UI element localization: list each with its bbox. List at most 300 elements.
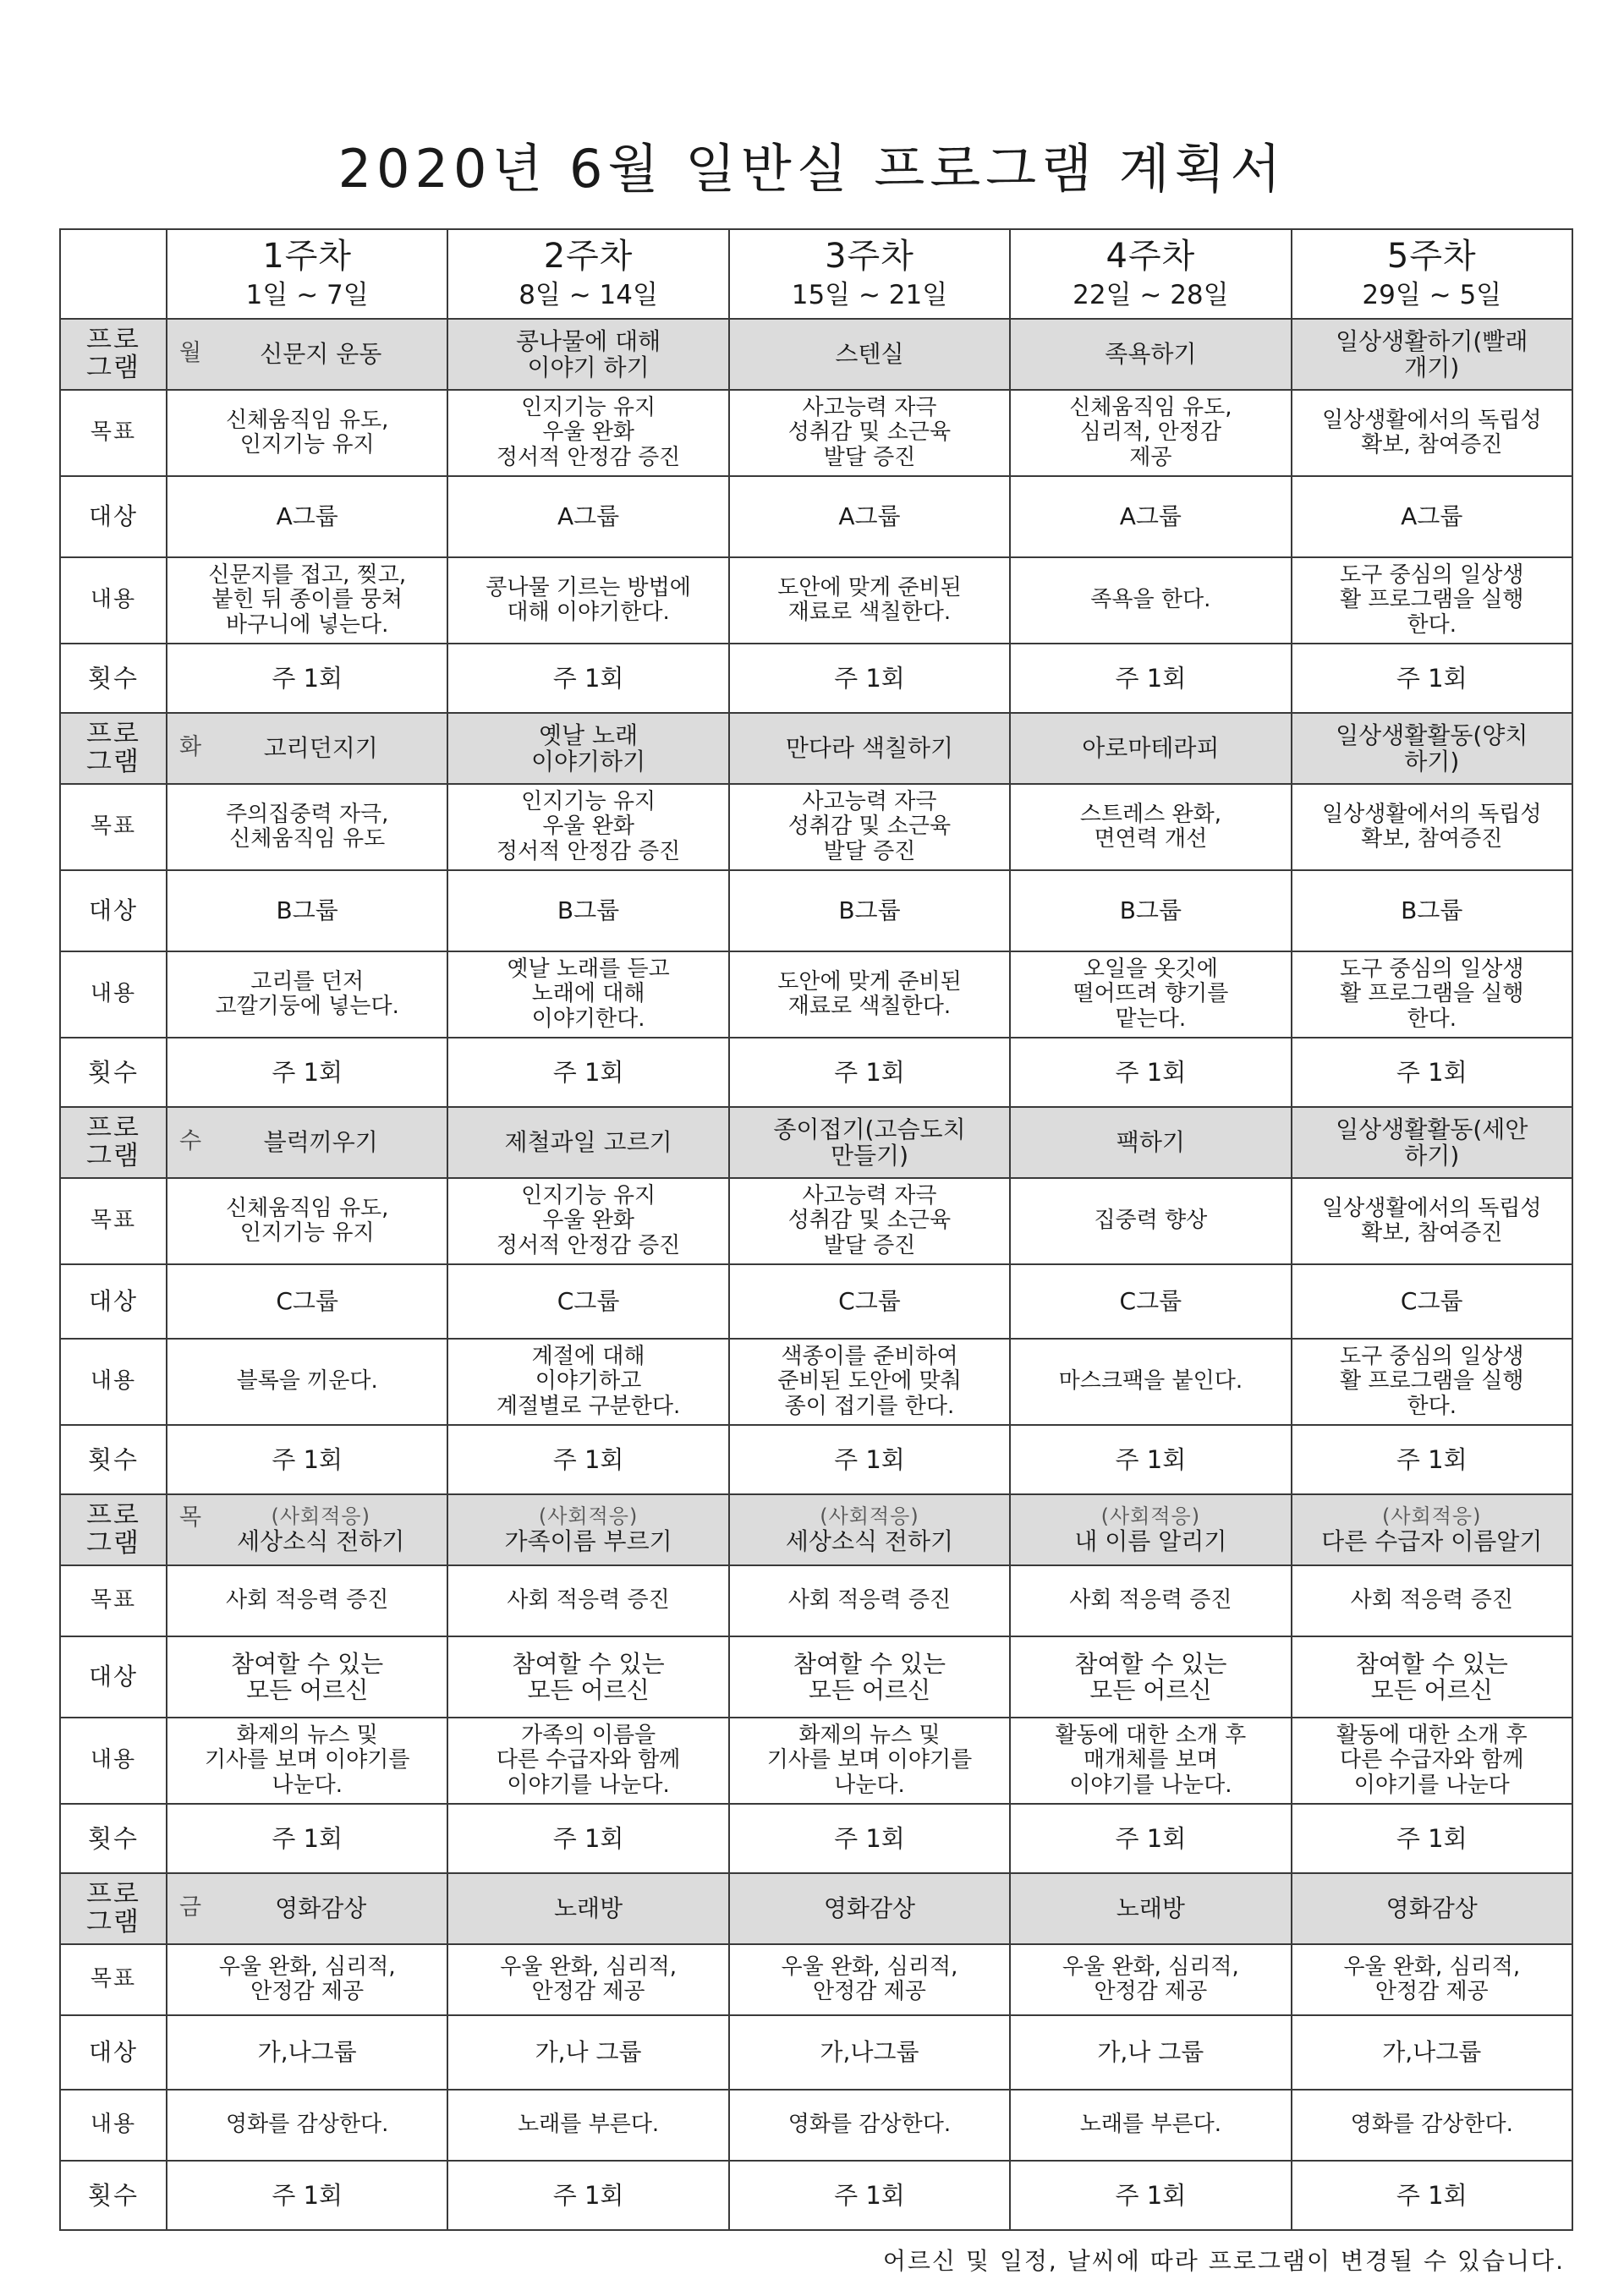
frequency-cell xyxy=(1010,1038,1291,1107)
goal-cell xyxy=(729,1944,1010,2015)
frequency-text: 주 1회 xyxy=(834,1057,905,1087)
program-text: 팩하기 xyxy=(1116,1128,1185,1157)
goal-text: 우울 완화, 심리적, 안정감 제공 xyxy=(218,1954,396,2004)
goal-cell xyxy=(1292,1944,1572,2015)
target-text: C그룹 xyxy=(1400,1287,1463,1316)
goal-text: 사고능력 자극 성취감 및 소근육 발달 증진 xyxy=(787,1183,952,1258)
target-cell xyxy=(447,870,728,951)
content-cell xyxy=(1010,2090,1291,2161)
content-text: 도안에 맞게 준비된 재료로 색칠한다. xyxy=(777,968,962,1019)
row-label-program: 프로 그램 xyxy=(60,319,167,390)
row-label-program: 프로 그램 xyxy=(60,1873,167,1944)
week-name: 1주차 xyxy=(262,237,353,277)
program-text: 스텐실 xyxy=(835,340,904,369)
goal-cell xyxy=(1292,1565,1572,1636)
program-plan-body xyxy=(60,319,1572,2230)
goal-text: 사회 적응력 증진 xyxy=(1350,1587,1513,1614)
content-cell xyxy=(447,2090,728,2161)
program-text: 옛날 노래 이야기하기 xyxy=(530,721,646,775)
target-cell xyxy=(447,1636,728,1718)
frequency-row xyxy=(60,2161,1572,2230)
frequency-text: 주 1회 xyxy=(552,1823,624,1853)
program-text: 족욕하기 xyxy=(1105,340,1197,369)
row-label-content: 내용 xyxy=(60,2090,167,2161)
goal-cell xyxy=(447,1944,728,2015)
goal-cell xyxy=(447,390,728,476)
content-text: 화제의 뉴스 및 기사를 보며 이야기를 나눈다. xyxy=(766,1723,973,1798)
frequency-cell xyxy=(447,2161,728,2230)
target-cell xyxy=(1010,2015,1291,2090)
program-row xyxy=(60,1873,1572,1944)
program-row xyxy=(60,713,1572,784)
frequency-text: 주 1회 xyxy=(1115,1057,1187,1087)
row-label-frequency: 횟수 xyxy=(60,2161,167,2230)
target-row xyxy=(60,2015,1572,2090)
target-text: C그룹 xyxy=(1119,1287,1182,1316)
frequency-cell xyxy=(1292,644,1572,713)
frequency-text: 주 1회 xyxy=(1396,1823,1468,1853)
category-tag: (사회적응) xyxy=(271,1504,370,1528)
target-cell xyxy=(729,476,1010,557)
program-cell xyxy=(1010,1107,1291,1178)
content-text: 신문지를 접고, 찢고, 붙힌 뒤 종이를 뭉쳐 바구니에 넣는다. xyxy=(208,562,407,638)
content-cell xyxy=(1292,1339,1572,1425)
content-row xyxy=(60,2090,1572,2161)
program-cell xyxy=(167,713,447,784)
content-text: 색종이를 준비하여 준비된 도안에 맞춰 종이 접기를 한다. xyxy=(777,1344,962,1419)
target-cell xyxy=(167,476,447,557)
program-text: 아로마테라피 xyxy=(1082,734,1220,763)
frequency-cell xyxy=(1010,1804,1291,1873)
goal-cell xyxy=(1010,784,1291,870)
week-header xyxy=(1292,229,1572,319)
goal-cell xyxy=(167,390,447,476)
target-text: 참여할 수 있는 모든 어르신 xyxy=(231,1649,384,1704)
content-cell xyxy=(447,1718,728,1804)
program-text: 영화감상 xyxy=(823,1894,916,1923)
row-label-frequency: 횟수 xyxy=(60,1804,167,1873)
frequency-text: 주 1회 xyxy=(272,1444,343,1474)
program-text: 노래방 xyxy=(1116,1894,1185,1923)
target-text: A그룹 xyxy=(838,502,901,531)
target-cell xyxy=(167,2015,447,2090)
target-text: 가,나 그룹 xyxy=(1097,2038,1204,2067)
program-cell xyxy=(167,1873,447,1944)
category-tag: (사회적응) xyxy=(538,1504,639,1528)
content-text: 가족의 이름을 다른 수급자와 함께 이야기를 나눈다. xyxy=(496,1723,681,1798)
row-label-goal: 목표 xyxy=(60,1178,167,1264)
target-text: A그룹 xyxy=(1119,502,1182,531)
goal-text: 인지기능 유지 우울 완화 정서적 안정감 증진 xyxy=(496,395,681,470)
row-label-goal: 목표 xyxy=(60,390,167,476)
frequency-text: 주 1회 xyxy=(552,663,624,693)
goal-text: 인지기능 유지 우울 완화 정서적 안정감 증진 xyxy=(496,789,681,864)
frequency-text: 주 1회 xyxy=(1115,2180,1187,2210)
content-cell xyxy=(729,557,1010,644)
program-text: 노래방 xyxy=(554,1894,623,1923)
row-label-program: 프로 그램 xyxy=(60,713,167,784)
frequency-text: 주 1회 xyxy=(1396,1444,1468,1474)
goal-cell xyxy=(1010,390,1291,476)
goal-text: 사회 적응력 증진 xyxy=(787,1587,952,1614)
goal-cell xyxy=(447,784,728,870)
target-row xyxy=(60,476,1572,557)
target-text: C그룹 xyxy=(838,1287,901,1316)
program-cell xyxy=(1292,1107,1572,1178)
content-cell xyxy=(1010,1718,1291,1804)
program-cell xyxy=(1010,1494,1291,1565)
weekday-label: 월 xyxy=(179,340,202,367)
weekday-label: 화 xyxy=(179,734,202,761)
week-name: 3주차 xyxy=(825,237,914,277)
goal-cell xyxy=(167,1565,447,1636)
target-text: 가,나그룹 xyxy=(820,2038,919,2067)
target-cell xyxy=(167,1264,447,1339)
row-label-program: 프로 그램 xyxy=(60,1494,167,1565)
frequency-row xyxy=(60,1425,1572,1494)
program-plan-table xyxy=(59,228,1573,2231)
goal-text: 신체움직임 유도, 인지기능 유지 xyxy=(226,407,389,458)
target-text: C그룹 xyxy=(276,1287,339,1316)
target-cell xyxy=(1010,1264,1291,1339)
frequency-text: 주 1회 xyxy=(1396,1057,1468,1087)
goal-text: 우울 완화, 심리적, 안정감 제공 xyxy=(781,1954,958,2004)
frequency-cell xyxy=(1010,1425,1291,1494)
row-label-content: 내용 xyxy=(60,557,167,644)
frequency-row xyxy=(60,1804,1572,1873)
goal-cell xyxy=(167,784,447,870)
program-text: 고리던지기 xyxy=(263,734,378,763)
content-text: 마스크팩을 붙인다. xyxy=(1058,1368,1243,1395)
target-cell xyxy=(1292,1636,1572,1718)
content-text: 고리를 던저 고깔기둥에 넣는다. xyxy=(215,968,399,1019)
row-label-target: 대상 xyxy=(60,870,167,951)
content-cell xyxy=(167,2090,447,2161)
program-cell xyxy=(1292,1873,1572,1944)
frequency-text: 주 1회 xyxy=(552,1057,624,1087)
program-cell xyxy=(1010,319,1291,390)
goal-text: 사회 적응력 증진 xyxy=(1069,1587,1232,1614)
frequency-text: 주 1회 xyxy=(272,2180,343,2210)
content-cell xyxy=(1292,1718,1572,1804)
row-label-frequency: 횟수 xyxy=(60,1425,167,1494)
target-cell xyxy=(729,1636,1010,1718)
content-text: 영화를 감상한다. xyxy=(1350,2112,1513,2138)
target-row xyxy=(60,870,1572,951)
week-range: 15일 ~ 21일 xyxy=(791,280,948,311)
content-text: 도구 중심의 일상생 활 프로그램을 실행 한다. xyxy=(1340,956,1524,1032)
program-text: 영화감상 xyxy=(275,1894,367,1923)
frequency-text: 주 1회 xyxy=(834,2180,905,2210)
target-cell xyxy=(447,2015,728,2090)
program-cell xyxy=(729,1873,1010,1944)
row-label-content: 내용 xyxy=(60,1339,167,1425)
program-text: 일상생활활동(양치 하기) xyxy=(1336,721,1528,775)
frequency-cell xyxy=(447,1425,728,1494)
content-cell xyxy=(1292,951,1572,1038)
goal-cell xyxy=(1010,1565,1291,1636)
content-text: 계절에 대해 이야기하고 계절별로 구분한다. xyxy=(496,1344,681,1419)
frequency-text: 주 1회 xyxy=(552,1444,624,1474)
target-cell xyxy=(729,870,1010,951)
content-text: 활동에 대한 소개 후 매개체를 보며 이야기를 나눈다. xyxy=(1055,1723,1247,1798)
content-text: 오일을 옷깃에 떨어뜨려 향기를 맡는다. xyxy=(1073,956,1229,1032)
program-text: 가족이름 부르기 xyxy=(504,1526,672,1555)
target-text: B그룹 xyxy=(1401,896,1463,925)
program-cell xyxy=(447,319,728,390)
category-tag: (사회적응) xyxy=(1100,1504,1201,1528)
content-cell xyxy=(729,951,1010,1038)
target-text: A그룹 xyxy=(1401,502,1463,531)
frequency-cell xyxy=(1292,2161,1572,2230)
program-cell xyxy=(1010,713,1291,784)
goal-row xyxy=(60,390,1572,476)
content-text: 활동에 대한 소개 후 다른 수급자와 함께 이야기를 나눈다 xyxy=(1336,1723,1528,1798)
content-row xyxy=(60,557,1572,644)
content-cell xyxy=(167,1718,447,1804)
row-label-goal: 목표 xyxy=(60,784,167,870)
frequency-text: 주 1회 xyxy=(1396,2180,1468,2210)
row-label-frequency: 횟수 xyxy=(60,644,167,713)
frequency-cell xyxy=(729,644,1010,713)
target-cell xyxy=(1292,870,1572,951)
week-range: 29일 ~ 5일 xyxy=(1362,280,1502,311)
target-text: 참여할 수 있는 모든 어르신 xyxy=(1355,1649,1508,1704)
page-title: 2020년 6월 일반실 프로그램 계획서 xyxy=(337,138,1287,200)
goal-cell xyxy=(447,1565,728,1636)
program-text: 종이접기(고슴도치 만들기) xyxy=(773,1115,966,1170)
goal-text: 인지기능 유지 우울 완화 정서적 안정감 증진 xyxy=(496,1183,681,1258)
frequency-cell xyxy=(1010,2161,1291,2230)
program-cell xyxy=(729,1107,1010,1178)
week-header xyxy=(447,229,728,319)
category-tag: (사회적응) xyxy=(1382,1504,1482,1528)
goal-text: 사고능력 자극 성취감 및 소근육 발달 증진 xyxy=(787,395,952,470)
frequency-cell xyxy=(167,1038,447,1107)
content-cell xyxy=(1292,557,1572,644)
target-text: 참여할 수 있는 모든 어르신 xyxy=(512,1649,665,1704)
frequency-text: 주 1회 xyxy=(1115,1444,1187,1474)
goal-text: 우울 완화, 심리적, 안정감 제공 xyxy=(1062,1954,1239,2004)
frequency-text: 주 1회 xyxy=(552,2180,624,2210)
content-cell xyxy=(447,951,728,1038)
target-text: 가,나그룹 xyxy=(257,2038,357,2067)
target-cell xyxy=(1010,476,1291,557)
frequency-cell xyxy=(167,1425,447,1494)
program-text: 신문지 운동 xyxy=(260,340,382,369)
target-text: 참여할 수 있는 모든 어르신 xyxy=(1074,1649,1227,1704)
category-tag: (사회적응) xyxy=(820,1504,919,1528)
content-text: 콩나물 기르는 방법에 대해 이야기한다. xyxy=(486,574,691,625)
frequency-cell xyxy=(1010,644,1291,713)
week-name: 5주차 xyxy=(1386,237,1477,277)
goal-cell xyxy=(167,1178,447,1264)
target-row xyxy=(60,1264,1572,1339)
goal-cell xyxy=(729,1565,1010,1636)
goal-text: 일상생활에서의 독립성 확보, 참여증진 xyxy=(1322,407,1542,458)
frequency-text: 주 1회 xyxy=(834,1444,905,1474)
goal-text: 일상생활에서의 독립성 확보, 참여증진 xyxy=(1322,1195,1542,1246)
frequency-cell xyxy=(1292,1038,1572,1107)
target-cell xyxy=(1010,870,1291,951)
program-row xyxy=(60,1494,1572,1565)
frequency-text: 주 1회 xyxy=(1115,663,1187,693)
weekday-label: 목 xyxy=(179,1504,202,1531)
goal-text: 일상생활에서의 독립성 확보, 참여증진 xyxy=(1322,801,1542,852)
goal-row xyxy=(60,784,1572,870)
content-text: 도안에 맞게 준비된 재료로 색칠한다. xyxy=(777,574,962,625)
goal-text: 사회 적응력 증진 xyxy=(507,1587,670,1614)
content-text: 블록을 끼운다. xyxy=(236,1368,378,1395)
frequency-cell xyxy=(447,644,728,713)
content-row xyxy=(60,1339,1572,1425)
program-text: 세상소식 전하기 xyxy=(785,1526,954,1555)
frequency-cell xyxy=(729,1804,1010,1873)
row-label-frequency: 횟수 xyxy=(60,1038,167,1107)
target-cell xyxy=(1292,476,1572,557)
program-cell xyxy=(447,1494,728,1565)
content-text: 노래를 부른다. xyxy=(517,2112,660,2138)
program-cell xyxy=(447,1873,728,1944)
frequency-cell xyxy=(1292,1804,1572,1873)
frequency-cell xyxy=(167,1804,447,1873)
content-cell xyxy=(1292,2090,1572,2161)
content-row xyxy=(60,1718,1572,1804)
goal-cell xyxy=(167,1944,447,2015)
row-label-goal: 목표 xyxy=(60,1565,167,1636)
goal-text: 주의집중력 자극, 신체움직임 유도 xyxy=(226,801,389,852)
program-text: 제철과일 고르기 xyxy=(504,1128,672,1157)
content-cell xyxy=(447,1339,728,1425)
program-cell xyxy=(167,319,447,390)
frequency-cell xyxy=(167,2161,447,2230)
frequency-text: 주 1회 xyxy=(1115,1823,1187,1853)
content-text: 족욕을 한다. xyxy=(1090,587,1211,613)
row-label-goal: 목표 xyxy=(60,1944,167,2015)
content-cell xyxy=(729,1718,1010,1804)
target-text: B그룹 xyxy=(557,896,620,925)
frequency-cell xyxy=(167,644,447,713)
frequency-text: 주 1회 xyxy=(272,1823,343,1853)
program-text: 블럭끼우기 xyxy=(263,1128,378,1157)
frequency-text: 주 1회 xyxy=(272,663,343,693)
program-cell xyxy=(167,1494,447,1565)
content-cell xyxy=(1010,1339,1291,1425)
program-text: 일상생활하기(빨래 개기) xyxy=(1336,326,1528,381)
target-text: 가,나그룹 xyxy=(1382,2038,1482,2067)
row-label-target: 대상 xyxy=(60,1636,167,1718)
frequency-cell xyxy=(729,1038,1010,1107)
goal-text: 사회 적응력 증진 xyxy=(226,1587,389,1614)
content-text: 옛날 노래를 듣고 노래에 대해 이야기한다. xyxy=(507,956,670,1032)
schedule-footnote: 어르신 및 일정, 날씨에 따라 프로그램이 변경될 수 있습니다. xyxy=(882,2247,1565,2275)
target-cell xyxy=(729,1264,1010,1339)
target-cell xyxy=(729,2015,1010,2090)
goal-cell xyxy=(729,1178,1010,1264)
program-text: 내 이름 알리기 xyxy=(1074,1526,1227,1555)
week-header xyxy=(1010,229,1291,319)
weekday-label: 금 xyxy=(179,1894,202,1921)
corner-cell xyxy=(60,229,167,319)
target-row xyxy=(60,1636,1572,1718)
goal-cell xyxy=(1010,1944,1291,2015)
row-label-content: 내용 xyxy=(60,1718,167,1804)
target-text: B그룹 xyxy=(276,896,338,925)
week-header xyxy=(729,229,1010,319)
goal-cell xyxy=(1292,784,1572,870)
goal-text: 신체움직임 유도, 인지기능 유지 xyxy=(226,1195,389,1246)
row-label-content: 내용 xyxy=(60,951,167,1038)
content-row xyxy=(60,951,1572,1038)
frequency-text: 주 1회 xyxy=(1396,663,1468,693)
program-text: 콩나물에 대해 이야기 하기 xyxy=(515,326,661,381)
week-range: 8일 ~ 14일 xyxy=(518,280,658,311)
target-text: 가,나 그룹 xyxy=(535,2038,642,2067)
program-row xyxy=(60,319,1572,390)
program-cell xyxy=(1292,1494,1572,1565)
goal-text: 우울 완화, 심리적, 안정감 제공 xyxy=(500,1954,678,2004)
goal-cell xyxy=(1292,1178,1572,1264)
week-header xyxy=(167,229,447,319)
program-cell xyxy=(729,319,1010,390)
goal-text: 집중력 향상 xyxy=(1094,1208,1208,1234)
goal-cell xyxy=(447,1178,728,1264)
program-cell xyxy=(729,713,1010,784)
frequency-row xyxy=(60,644,1572,713)
content-cell xyxy=(729,2090,1010,2161)
content-text: 도구 중심의 일상생 활 프로그램을 실행 한다. xyxy=(1340,562,1524,638)
program-cell xyxy=(1010,1873,1291,1944)
program-cell xyxy=(729,1494,1010,1565)
target-cell xyxy=(1292,2015,1572,2090)
content-cell xyxy=(729,1339,1010,1425)
target-cell xyxy=(1010,1636,1291,1718)
content-cell xyxy=(167,1339,447,1425)
frequency-cell xyxy=(1292,1425,1572,1494)
goal-text: 신체움직임 유도, 심리적, 안정감 제공 xyxy=(1069,395,1232,470)
goal-cell xyxy=(729,784,1010,870)
target-cell xyxy=(1292,1264,1572,1339)
weekday-label: 수 xyxy=(179,1128,202,1155)
goal-text: 우울 완화, 심리적, 안정감 제공 xyxy=(1343,1954,1521,2004)
week-name: 4주차 xyxy=(1106,237,1196,277)
target-text: A그룹 xyxy=(276,502,338,531)
content-text: 노래를 부른다. xyxy=(1079,2112,1221,2138)
goal-text: 스트레스 완화, 면연력 개선 xyxy=(1079,801,1221,852)
target-text: B그룹 xyxy=(838,896,901,925)
goal-cell xyxy=(1010,1178,1291,1264)
program-cell xyxy=(447,713,728,784)
frequency-cell xyxy=(729,1425,1010,1494)
content-text: 도구 중심의 일상생 활 프로그램을 실행 한다. xyxy=(1340,1344,1524,1419)
program-text: 영화감상 xyxy=(1385,1894,1478,1923)
goal-text: 사고능력 자극 성취감 및 소근육 발달 증진 xyxy=(787,789,952,864)
content-text: 화제의 뉴스 및 기사를 보며 이야기를 나눈다. xyxy=(204,1723,410,1798)
row-label-target: 대상 xyxy=(60,476,167,557)
content-text: 영화를 감상한다. xyxy=(226,2112,389,2138)
goal-cell xyxy=(1292,390,1572,476)
row-label-target: 대상 xyxy=(60,2015,167,2090)
week-range: 22일 ~ 28일 xyxy=(1073,280,1229,311)
target-cell xyxy=(447,1264,728,1339)
row-label-target: 대상 xyxy=(60,1264,167,1339)
program-cell xyxy=(1292,319,1572,390)
target-text: B그룹 xyxy=(1119,896,1182,925)
program-text: 만다라 색칠하기 xyxy=(785,734,954,763)
content-cell xyxy=(1010,557,1291,644)
week-range: 1일 ~ 7일 xyxy=(245,280,369,311)
goal-row xyxy=(60,1565,1572,1636)
